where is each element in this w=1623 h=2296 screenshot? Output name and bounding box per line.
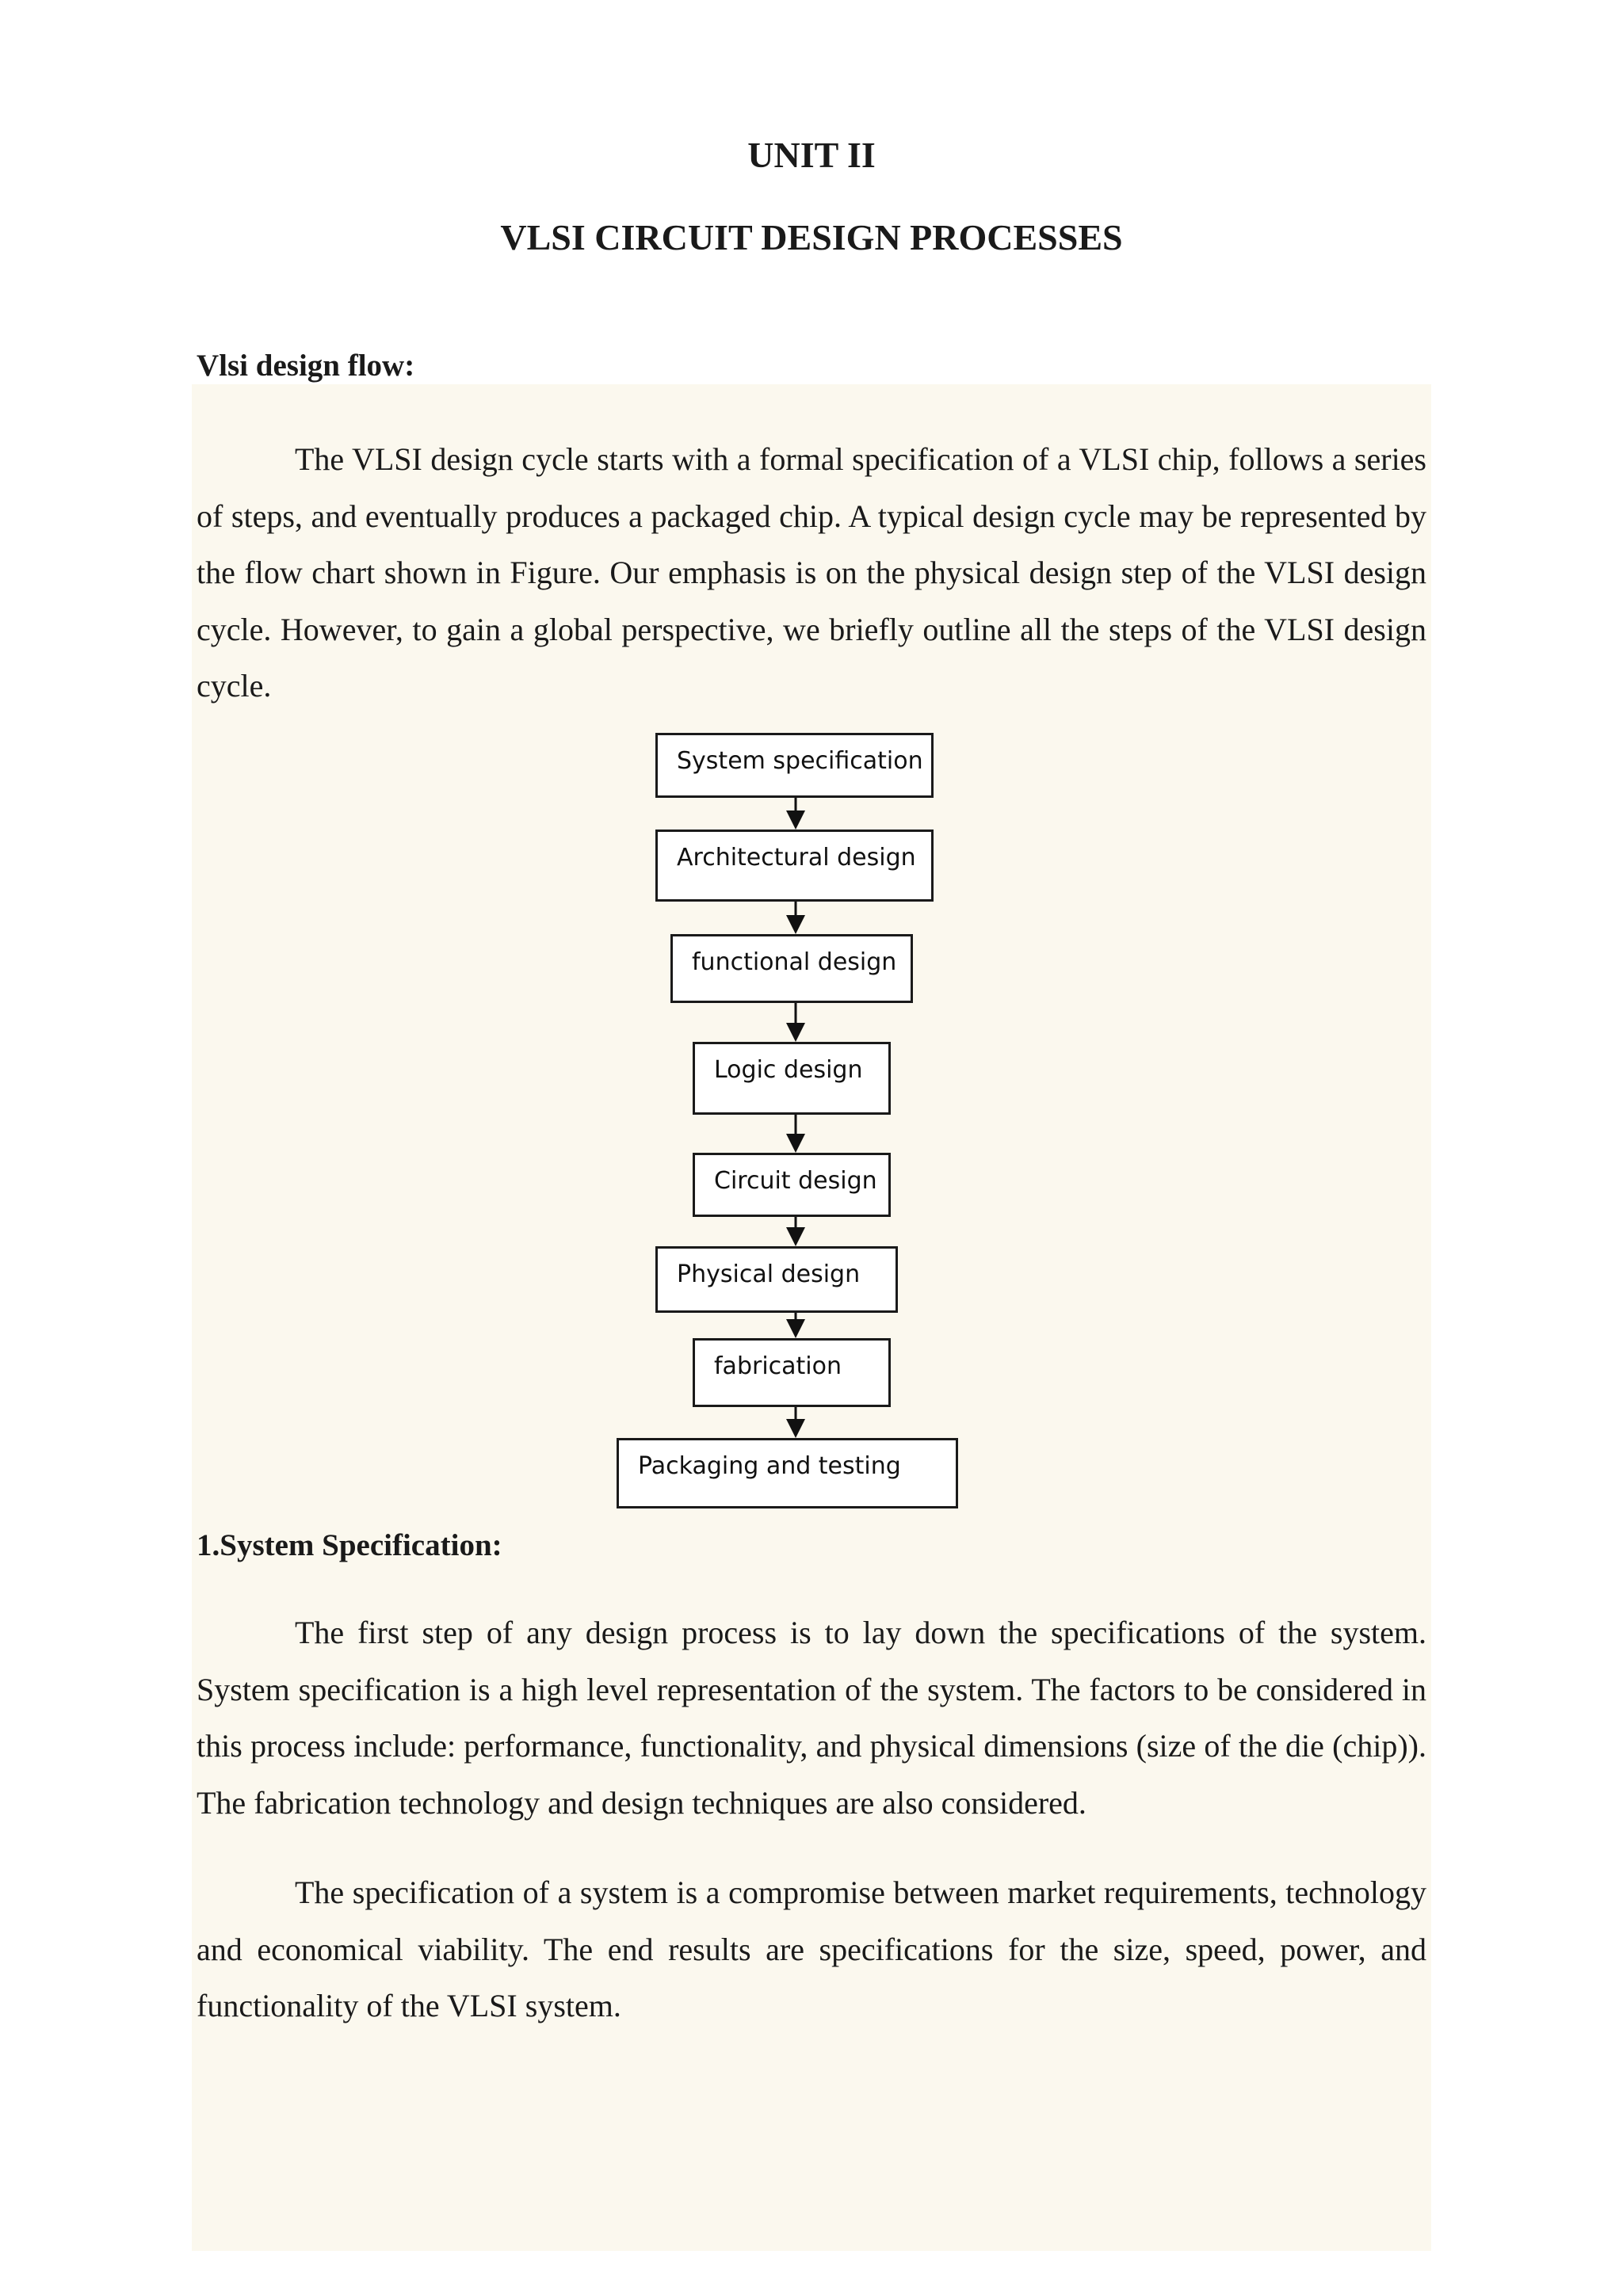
design-flow-paragraph: The VLSI design cycle starts with a formal specification of a VLSI chip, follows a series of steps, and eventually produces a packaged chip. A typical design cycle may be represented by the flow chart shown in Figure. Our emphasis is on the physical design step of the VLSI design cycle. However, to gain a global perspective, we briefly outline all the steps of the VLSI design cycle. bbox=[197, 441, 1426, 704]
flow-step-physical-design: Physical design bbox=[655, 1246, 898, 1313]
section-heading-design-flow: Vlsi design flow: bbox=[197, 349, 415, 383]
system-specification-paragraph-1: The first step of any design process is to lay down the specifications of the system. System specification is a high level representation of the system. The factors to be considered in this process include: performance, functionality, and physical dimensions (size of the die (chip)). The fabrication technology and design techniques are also considered. bbox=[197, 1615, 1426, 1821]
flow-step-circuit-design: Circuit design bbox=[693, 1153, 891, 1217]
flow-step-architectural-design: Architectural design bbox=[655, 830, 934, 902]
flow-step-fabrication: fabrication bbox=[693, 1338, 891, 1407]
system-specification-paragraph-2: The specification of a system is a compromise between market requirements, technology and economical viability. The end results are specifications for the size, speed, power, and functionality of the VLSI system. bbox=[197, 1875, 1426, 2023]
section-heading-system-specification: 1.System Specification: bbox=[197, 1528, 502, 1562]
flow-step-packaging-and-testing: Packaging and testing bbox=[617, 1438, 958, 1508]
flow-step-functional-design: functional design bbox=[670, 934, 913, 1003]
page-title: VLSI CIRCUIT DESIGN PROCESSES bbox=[500, 217, 1123, 257]
flow-step-logic-design: Logic design bbox=[693, 1042, 891, 1115]
flow-step-system-specification: System specification bbox=[655, 733, 934, 798]
unit-title: UNIT II bbox=[747, 135, 876, 175]
